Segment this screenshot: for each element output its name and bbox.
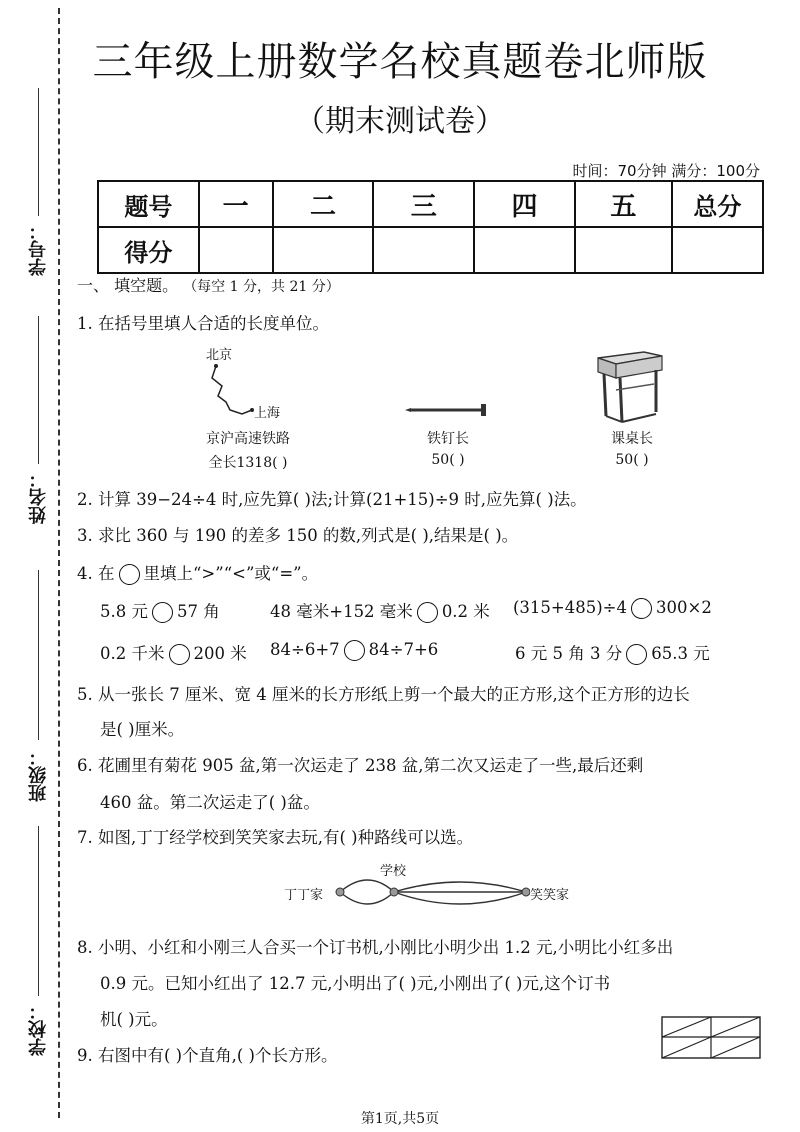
class-line: [38, 570, 39, 740]
question-5-line-1: 5. 从一张长 7 厘米、宽 4 厘米的长方形纸上剪一个最大的正方形,这个正方形的边长: [77, 685, 690, 704]
question-2: 2. 计算 39−24÷4 时,应先算( )法;计算(21+15)÷9 时,应先算( )法。: [77, 490, 587, 509]
q4-item-2-right: 0.2 米: [441, 602, 490, 621]
binding-dashed-line: [58, 8, 60, 1118]
question-1: 1. 在括号里填人合适的长度单位。: [77, 314, 329, 333]
question-9: 9. 右图中有( )个直角,( )个长方形。: [77, 1046, 338, 1065]
q4-item-6: [515, 640, 710, 665]
name-line: [38, 316, 39, 464]
question-3: 3. 求比 360 与 190 的差多 150 的数,列式是( ),结果是( )。: [77, 526, 519, 545]
score-cell-4: 四: [474, 181, 575, 227]
school-line: [38, 826, 39, 996]
q4-item-1-right: 57 角: [177, 602, 220, 621]
nail-figure: [405, 400, 495, 420]
q4-item-4: [100, 640, 247, 665]
desk-figure: [594, 348, 666, 426]
q4-item-6-left: 6 元 5 角 3 分: [515, 644, 623, 663]
question-6-line-2: 460 盆。第二次运走了( )盆。: [100, 793, 320, 812]
rectangle-figure: [661, 1016, 761, 1060]
value-nail: 50( ): [431, 452, 465, 468]
section-title: 一、 填空题。: [77, 276, 179, 295]
q4-item-1: [100, 598, 220, 623]
q4-item-2: [270, 598, 490, 623]
score-input-4[interactable]: [474, 227, 575, 273]
map-label-beijing: 北京: [206, 348, 233, 363]
time-info: 时间：70分钟 满分：100分: [572, 162, 760, 180]
q4-item-3: [513, 598, 712, 619]
school-label: 学校：: [28, 1002, 49, 1056]
circle-blank-icon: [119, 564, 140, 585]
score-row-label: 得分: [98, 227, 199, 273]
q4-item-3-left: (315+485)÷4: [513, 598, 628, 617]
compare-circle-2[interactable]: [417, 602, 438, 623]
section-heading: [77, 273, 340, 296]
compare-circle-3[interactable]: [631, 598, 652, 619]
class-label: 班级：: [28, 748, 49, 802]
q4-text-b: 里填上“>”“<”或“=”。: [143, 564, 319, 583]
score-cell-total: 总分: [672, 181, 763, 227]
score-input-3[interactable]: [373, 227, 474, 273]
caption-nail: 铁钉长: [427, 431, 469, 447]
page-title: 三年级上册数学名校真题卷北师版: [92, 39, 708, 85]
q4-item-5-left: 84÷6+7: [270, 640, 340, 659]
route-diagram: [330, 862, 530, 922]
question-6-line-1: 6. 花圃里有菊花 905 盆,第一次运走了 238 盆,第二次又运走了一些,最后还剩: [77, 756, 644, 775]
score-table: [97, 180, 764, 274]
score-cell-5: 五: [575, 181, 672, 227]
score-cell-3: 三: [373, 181, 474, 227]
score-table-header-row: [98, 181, 763, 227]
score-cell-1: 一: [199, 181, 273, 227]
q4-item-4-left: 0.2 千米: [100, 644, 165, 663]
caption-railway: 京沪高速铁路: [206, 431, 290, 447]
value-desk: 50( ): [615, 452, 649, 468]
score-table-score-row: [98, 227, 763, 273]
compare-circle-5[interactable]: [344, 640, 365, 661]
score-input-total[interactable]: [672, 227, 763, 273]
question-8-line-3: 机( )元。: [100, 1010, 168, 1029]
caption-desk: 课桌长: [611, 431, 653, 447]
page-subtitle: （期末测试卷）: [295, 104, 505, 139]
q4-item-4-right: 200 米: [193, 644, 247, 663]
question-4: [77, 560, 318, 585]
q4-text-a: 4. 在: [77, 564, 115, 583]
question-8-line-1: 8. 小明、小红和小刚三人合买一个订书机,小刚比小明少出 1.2 元,小明比小红多出: [77, 938, 674, 957]
question-7: 7. 如图,丁丁经学校到笑笑家去玩,有( )种路线可以选。: [77, 828, 474, 847]
q4-item-3-right: 300×2: [656, 598, 712, 617]
page-footer: 第1页,共5页: [360, 1111, 440, 1127]
student-no-label: 学号：: [28, 222, 49, 276]
name-label: 姓名：: [28, 470, 49, 524]
compare-circle-4[interactable]: [169, 644, 190, 665]
score-input-5[interactable]: [575, 227, 672, 273]
route-label-dingding: 丁丁家: [284, 888, 324, 903]
compare-circle-6[interactable]: [626, 644, 647, 665]
question-5-line-2: 是( )厘米。: [100, 720, 185, 739]
q4-item-6-right: 65.3 元: [651, 644, 710, 663]
map-label-shanghai: 上海: [254, 406, 281, 421]
compare-circle-1[interactable]: [152, 602, 173, 623]
q4-item-5-right: 84÷7+6: [368, 640, 439, 659]
question-8-line-2: 0.9 元。已知小红出了 12.7 元,小明出了( )元,小刚出了( )元,这个订书: [100, 974, 611, 993]
score-input-2[interactable]: [273, 227, 374, 273]
section-note: （每空 1 分，共 21 分）: [183, 279, 340, 295]
value-railway: 全长1318( ): [208, 455, 288, 471]
score-cell-label: 题号: [98, 181, 199, 227]
score-input-1[interactable]: [199, 227, 273, 273]
route-label-xiaoxiao: 笑笑家: [530, 888, 570, 903]
q4-item-2-left: 48 毫米+152 毫米: [270, 602, 413, 621]
q4-item-5: [270, 640, 438, 661]
score-cell-2: 二: [273, 181, 374, 227]
route-label-school: 学校: [380, 864, 407, 879]
q4-item-1-left: 5.8 元: [100, 602, 148, 621]
